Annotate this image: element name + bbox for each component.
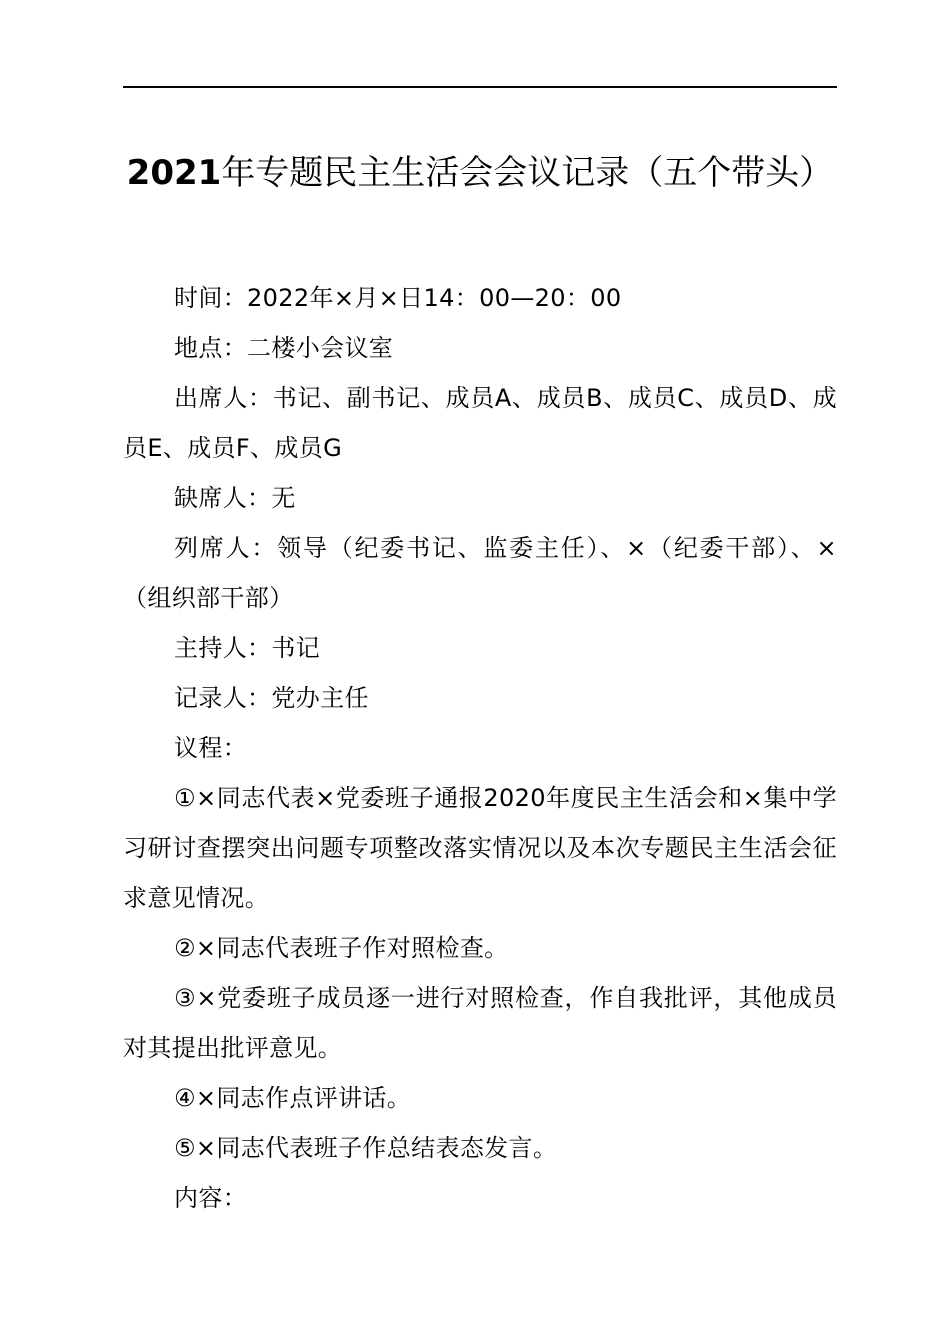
observers: 列席人：领导（纪委书记、监委主任）、×（纪委干部）、×（组织部干部） xyxy=(123,534,837,612)
agenda-item-3: ③×党委班子成员逐一进行对照检查，作自我批评，其他成员对其提出批评意见。 xyxy=(123,984,837,1062)
title-text: 年专题民主生活会会议记录（五个带头） xyxy=(221,153,834,193)
agenda-heading: 议程： xyxy=(174,734,248,762)
agenda-item-5: ⑤×同志代表班子作总结表态发言。 xyxy=(174,1134,558,1162)
agenda-item-2: ②×同志代表班子作对照检查。 xyxy=(174,934,509,962)
agenda-item-4: ④×同志作点评讲话。 xyxy=(174,1084,412,1112)
attendees: 出席人：书记、副书记、成员A、成员B、成员C、成员D、成员E、成员F、成员G xyxy=(123,384,837,462)
recorder: 记录人：党办主任 xyxy=(174,684,369,712)
title-year: 2021 xyxy=(126,153,222,193)
content-heading: 内容： xyxy=(174,1184,248,1212)
document-body xyxy=(123,273,837,1223)
host: 主持人：书记 xyxy=(174,634,321,662)
agenda-item-1: ①×同志代表×党委班子通报2020年度民主生活会和×集中学习研讨查摆突出问题专项整改落实情况以及本次专题民主生活会征求意见情况。 xyxy=(123,784,837,912)
header-rule xyxy=(123,86,837,88)
meeting-location: 地点：二楼小会议室 xyxy=(174,334,394,362)
absentees: 缺席人：无 xyxy=(174,484,296,512)
meeting-time: 时间：2022年×月×日14：00—20：00 xyxy=(174,284,622,312)
document-title xyxy=(123,148,837,198)
